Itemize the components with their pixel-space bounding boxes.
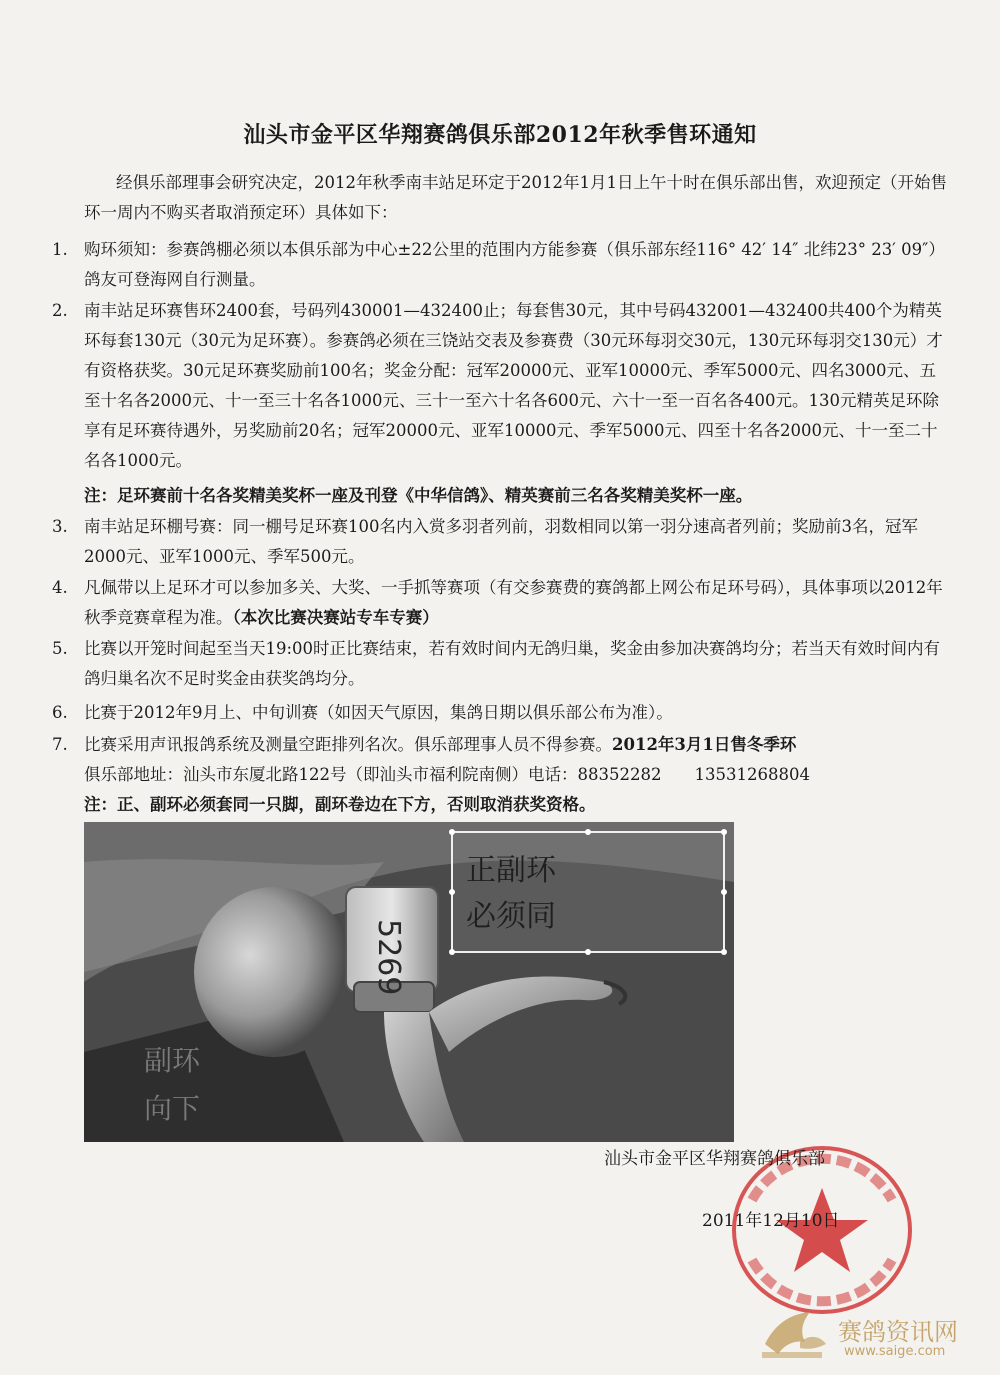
photo-faded-line2: 向下 [144, 1092, 201, 1125]
item-text: 比赛采用声讯报鸽系统及测量空距排列名次。俱乐部理事人员不得参赛。 [84, 735, 612, 754]
ring-photo [84, 822, 734, 1142]
signature-organization: 汕头市金平区华翔赛鸽俱乐部 [604, 1149, 825, 1169]
item-number: 7. [52, 735, 68, 754]
item-number: 1. [52, 240, 68, 259]
note-trophy: 注：足环赛前十名各奖精美奖杯一座及刊登《中华信鸽》、精英赛前三名各奖精美奖杯一座。 [84, 486, 753, 505]
ring-number: 5269 [371, 919, 406, 996]
watermark-logo-icon [760, 1304, 830, 1364]
photo-faded-line1: 副环 [144, 1044, 201, 1077]
item-number: 4. [52, 578, 68, 597]
notice-title: 汕头市金平区华翔赛鸽俱乐部2012年秋季售环通知 [243, 122, 757, 148]
ring-photo-illustration [84, 822, 734, 1142]
item-number: 2. [52, 301, 68, 320]
item-bold-text: （本次比赛决赛站专车专赛） [232, 608, 439, 627]
signature-date: 2011年12月10日 [702, 1211, 840, 1231]
intro-paragraph: 经俱乐部理事会研究决定，2012年秋季南丰站足环定于2012年1月1日上午十时在俱乐部出售，欢迎预定（开始售环一周内不购买者取消预定环）具体如下： [84, 173, 947, 222]
watermark-text: 赛鸽资讯网 [838, 1318, 958, 1346]
watermark-url: www.saige.com [844, 1344, 946, 1359]
note-ring: 注：正、副环必须套同一只脚，副环卷边在下方，否则取消获奖资格。 [84, 795, 596, 814]
item-text: 购环须知：参赛鸽棚必须以本俱乐部为中心±22公里的范围内方能参赛（俱乐部东经116° 42′ 14″ 北纬23° 23′ 09″）鸽友可登海网自行测量。 [84, 240, 945, 289]
photo-caption-line1: 正副环 [466, 853, 556, 888]
item-text: 比赛于2012年9月上、中旬训赛（如因天气原因，集鸽日期以俱乐部公布为准）。 [84, 703, 673, 722]
item-bold-text: 2012年3月1日售冬季环 [612, 735, 797, 754]
item-number: 6. [52, 703, 68, 722]
photo-caption-line2: 必须同 [466, 899, 556, 934]
item-text: 南丰站足环棚号赛：同一棚号足环赛100名内入赏多羽者列前，羽数相同以第一羽分速高者列前；奖励前3名，冠军2000元、亚军1000元、季军500元。 [84, 517, 918, 566]
item-number: 3. [52, 517, 68, 536]
item-text: 凡佩带以上足环才可以参加多关、大奖、一手抓等赛项（有交参赛费的赛鸽都上网公布足环号码），具体事项以2012年秋季竞赛章程为准。 [84, 578, 943, 627]
club-address: 俱乐部地址：汕头市东厦北路122号（即汕头市福利院南侧）电话：88352282 13531268804 [84, 765, 810, 784]
site-watermark [760, 1304, 990, 1364]
item-text: 南丰站足环赛售环2400套，号码列430001—432400止；每套售30元，其中号码432001—432400共400个为精英环每套130元（30元为足环赛）。参赛鸽必须在三饶站交表及参赛费（30元环每羽交30元，130元环每羽交130元）才有资格获奖。30元足环赛奖励前100名；奖金分配：冠军20000元、亚军10000元、季军5000元、四名3000元、五至十名各2000元、十一至三十名各1000元、三十一至六十名各600元、六十一至一百名各400元。130元精英足环除享有足环赛待遇外，另奖励前20名；冠军20000元、亚军10000元、季军5000元、四至十名各2000元、十一至二十名各1000元。 [84, 301, 943, 470]
item-text: 比赛以开笼时间起至当天19:00时正比赛结束，若有效时间内无鸽归巢，奖金由参加决赛鸽均分；若当天有效时间内有鸽归巢名次不足时奖金由获奖鸽均分。 [84, 639, 941, 688]
item-number: 5. [52, 639, 68, 658]
